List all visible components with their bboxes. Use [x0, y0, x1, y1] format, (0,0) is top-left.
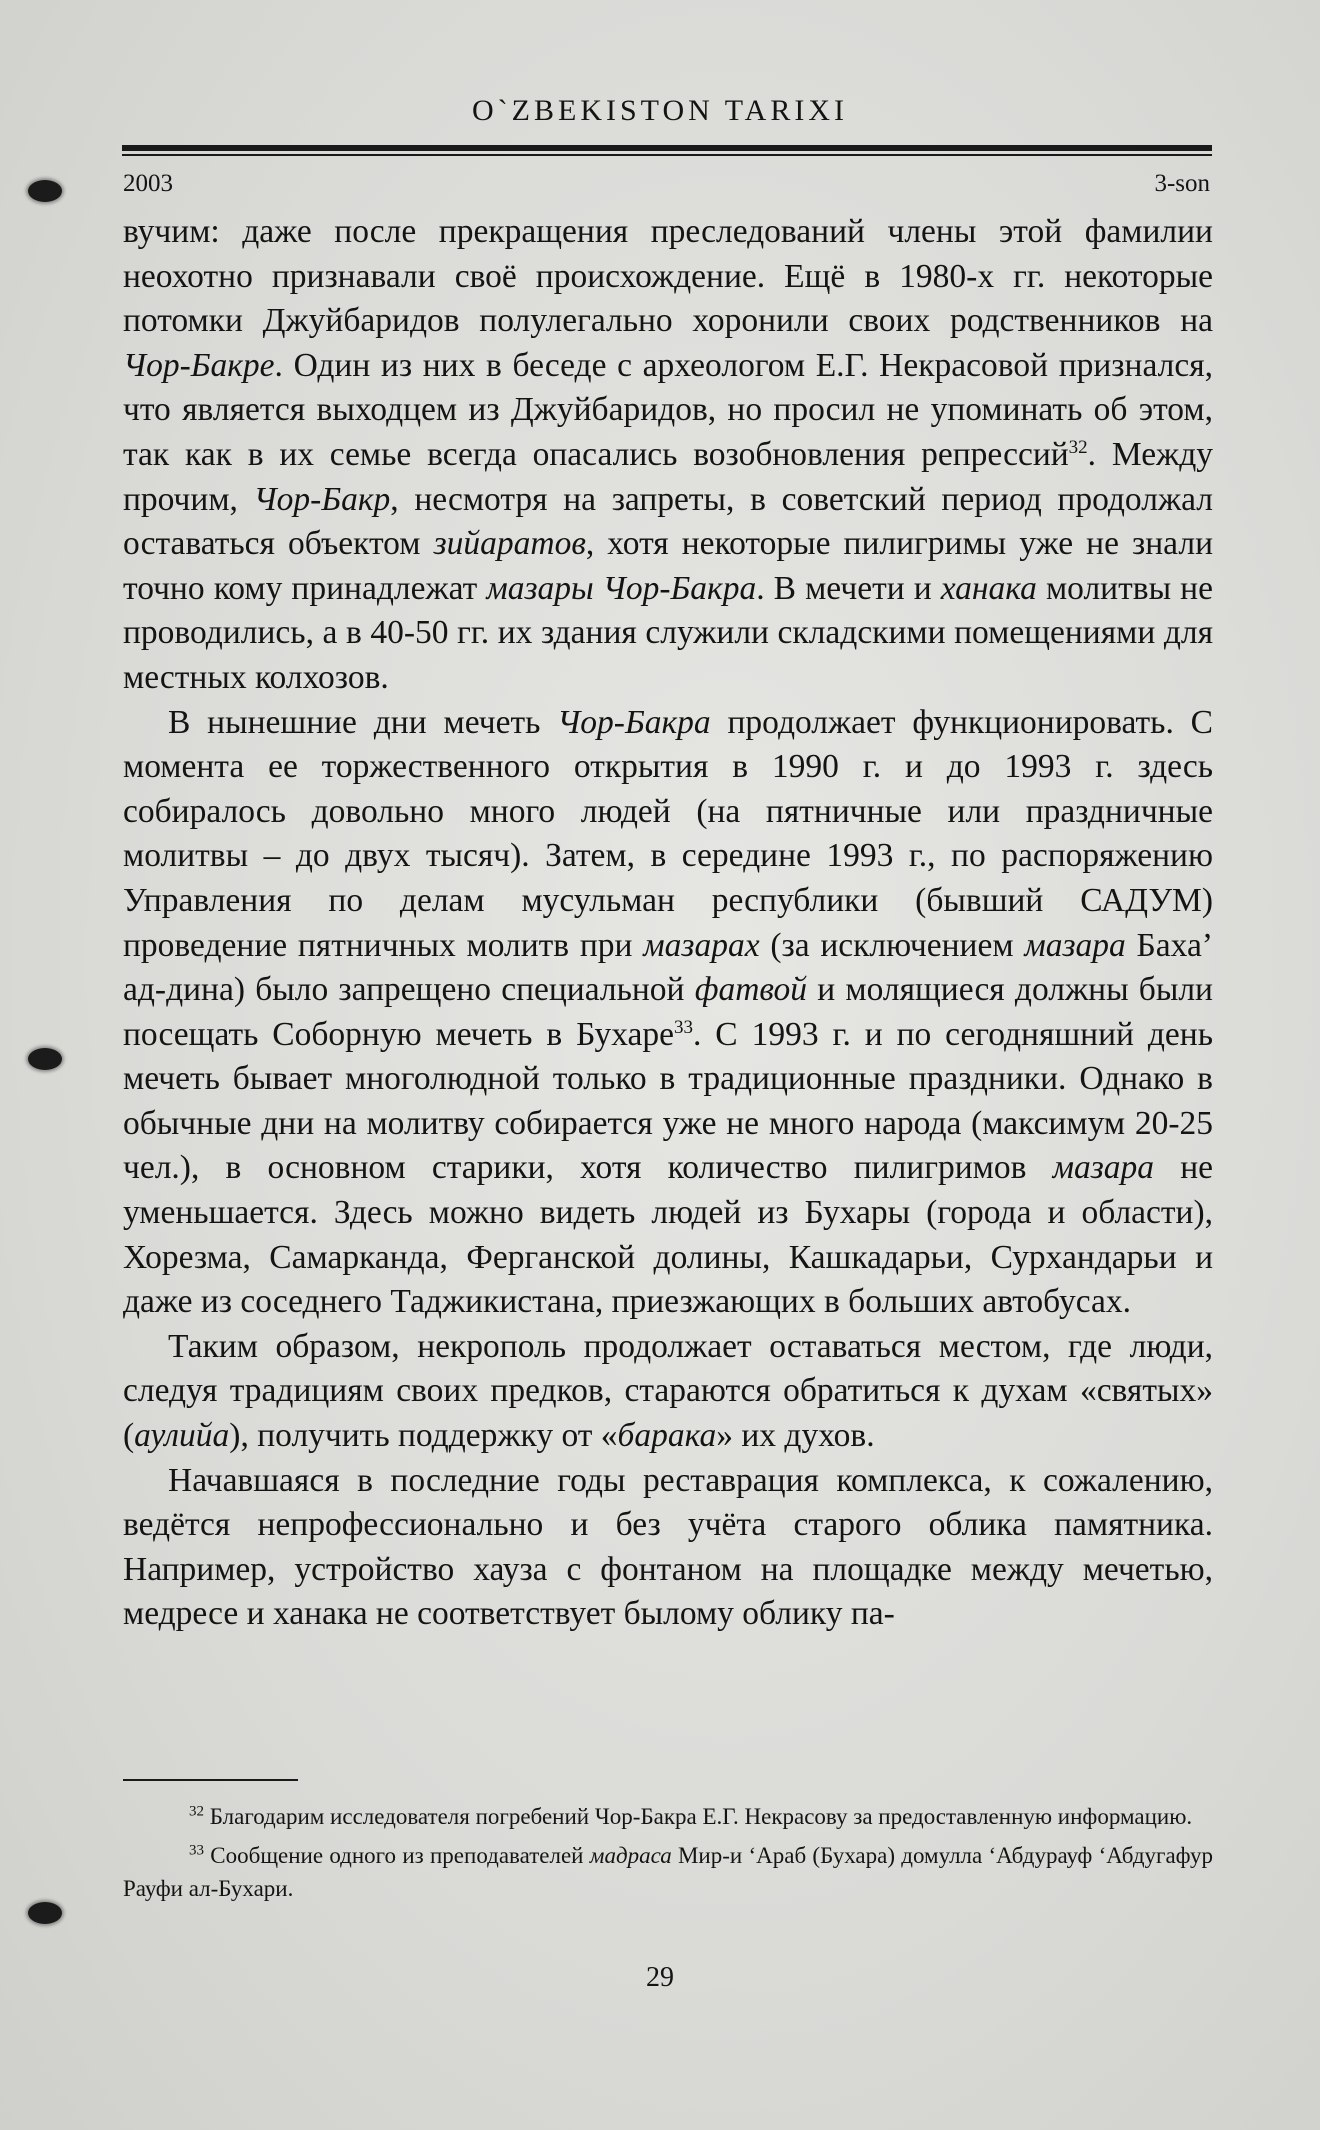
journal-title: O`ZBEKISTON TARIXI — [472, 94, 848, 127]
italic-term: мазарах — [643, 926, 760, 964]
punch-hole-bottom — [28, 1902, 62, 1924]
paragraph-2 — [123, 701, 1213, 1325]
italic-term: мадраса — [589, 1843, 672, 1868]
italic-term: Чор-Бакре — [123, 346, 275, 384]
footnote-reference: 33 — [189, 1842, 204, 1859]
text-run: ), получить поддержку от « — [229, 1417, 618, 1455]
paragraph-3 — [123, 1325, 1213, 1459]
text-run: Благодарим исследователя погребений Чор-Бакра Е.Г. Некрасову за предоставленную информацию. — [204, 1804, 1193, 1829]
italic-term: зийаратов — [433, 525, 586, 563]
punch-hole-top — [28, 180, 62, 202]
text-run: Таким образом, некрополь продолжает оставаться местом, где люди, следуя традициям своих предков, стараются обратиться к духам «святых» ( — [123, 1327, 1213, 1455]
punch-hole-middle — [28, 1048, 62, 1070]
italic-term: фатвой — [694, 971, 808, 1009]
footnote-reference: 32 — [1068, 436, 1088, 458]
header-rule-thick — [122, 145, 1212, 151]
issue-year: 2003 — [123, 170, 173, 197]
text-run: . С 1993 г. и по сегодняшний день мечеть бывает многолюдной только в традиционные праздники. Однако в обычные дни на молитву собирается уже не много народа (максимум 20-25 чел.), в основном старики, хотя количество пилигримов — [123, 1015, 1213, 1187]
text-run: не уменьшается. Здесь можно видеть людей из Бухары (города и области), Хорезма, Самарканда, Ферганской долины, Кашкадарьи, Сурхандарьи и даже из соседнего Таджикистана, приезжающих в больших автобусах. — [123, 1149, 1214, 1321]
italic-term: Чор-Бакра — [557, 703, 711, 741]
footnote-33 — [123, 1839, 1213, 1905]
footnote-reference: 32 — [189, 1803, 204, 1820]
text-run: . Один из них в беседе с археологом Е.Г. Некрасовой признался, что является выходцем из Джуйбаридов, но просил не упоминать об этом, так как в их семье всегда опасались возобновления репрессий — [123, 346, 1213, 473]
paragraph-4 — [123, 1459, 1213, 1637]
text-run: Сообщение одного из преподавателей — [204, 1843, 590, 1868]
body-text — [123, 210, 1213, 1637]
text-run: Мир-и ‘Араб (Бухара) домулла ‘Абдурауф ‘Абдугафур Рауфи ал-Бухари. — [123, 1843, 1214, 1901]
italic-term: мазары Чор-Бакра — [486, 569, 757, 607]
text-run: и молящиеся должны были посещать Соборную мечеть в Бухаре — [123, 971, 1213, 1053]
text-run: вучим: даже после прекращения преследований члены этой фамилии неохотно признавали своё происхождение. Ещё в 1980-х гг. некоторые потомки Джуйбаридов полулегально хоронили своих родственников на — [123, 213, 1213, 340]
text-run: продолжает функционировать. С момента ее торжественного открытия в 1990 г. и до 1993 г. здесь собиралось довольно много людей (на пятничные или праздничные молитвы – до двух тысяч). Затем, в середине 1993 г., по распоряжению Управления по делам мусульман республики (бывший САДУМ) проведение пятничных молитв при — [123, 703, 1214, 964]
footnote-reference: 33 — [674, 1016, 694, 1038]
page-number: 29 — [646, 1962, 674, 1993]
header-rule-thin — [122, 154, 1212, 156]
text-run: молитвы не проводились, а в 40-50 гг. их здания служили складскими помещениями для местных колхозов. — [123, 569, 1213, 696]
paragraph-1 — [123, 210, 1213, 701]
text-run: » их духов. — [716, 1417, 875, 1455]
italic-term: Чор-Бакр — [253, 480, 391, 518]
issue-number: 3-son — [1154, 170, 1210, 197]
text-run: . Между прочим, — [123, 435, 1213, 518]
footnotes — [123, 1800, 1213, 1911]
italic-term: аулийа — [134, 1417, 230, 1455]
italic-term: ханака — [940, 569, 1037, 607]
italic-term: барака — [617, 1417, 717, 1455]
text-run: (за исключением — [759, 926, 1025, 964]
text-run: Начавшаяся в последние годы реставрация комплекса, к сожалению, ведётся непрофессионально и без учёта старого облика памятника. Например, устройство хауза с фонтаном на площадке между мечетью, медресе и ханака не соответствует былому облику па- — [123, 1461, 1213, 1633]
text-run: , хотя некоторые пилигримы уже не знали точно кому принадлежат — [123, 525, 1213, 607]
footnote-32 — [123, 1800, 1213, 1833]
text-run: В нынешние дни мечеть — [168, 703, 558, 741]
italic-term: мазара — [1052, 1149, 1155, 1187]
italic-term: мазара — [1024, 926, 1126, 964]
text-run: . В мечети и — [756, 569, 941, 607]
text-run: Баха’ ад-дина) было запрещено специальной — [123, 926, 1213, 1009]
text-run: , несмотря на запреты, в советский период продолжал оставаться объектом — [123, 480, 1213, 563]
footnote-separator — [123, 1779, 298, 1781]
